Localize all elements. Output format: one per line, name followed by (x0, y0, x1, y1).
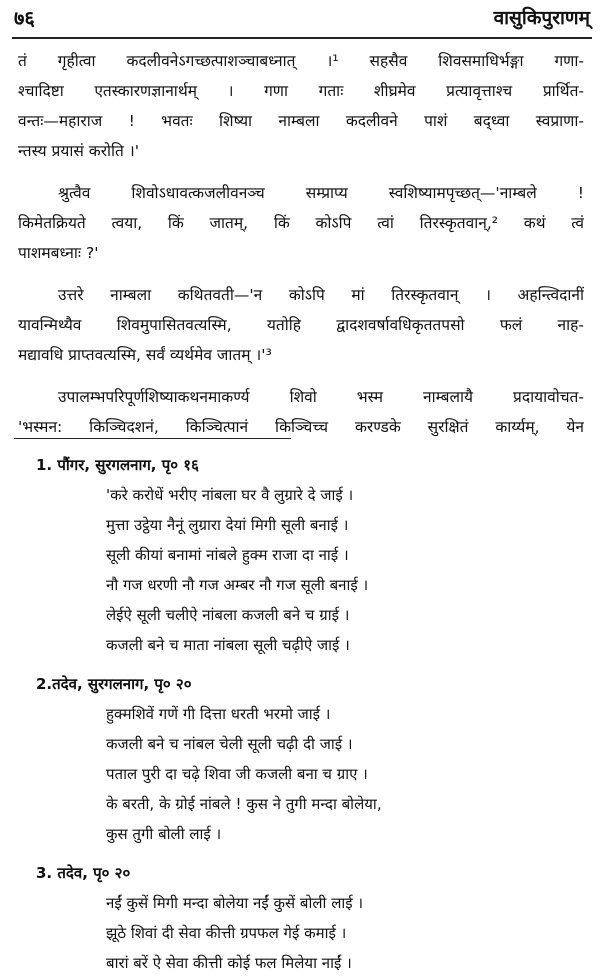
header-divider (12, 37, 592, 39)
verse-line: के बरती, के ग्रोई नांबले ! कुस ने तुगी मन्दा बोलेया, (106, 795, 382, 813)
text-line: उत्तरे नाम्बला कथितवती—'न कोऽपि मां तिरस्कृतवान् । अहन्त्विदानीं (58, 286, 584, 304)
footnotes (36, 450, 582, 978)
text-line: पाशमबध्नाः ?' (18, 244, 99, 262)
verse-line: लेईऐ सूली चलीऐ नांबला कजली बने च ग्राई । (106, 606, 350, 624)
verse-line: 'करे करोधें भरीए नांबला घर वै लुग्रारे दे जाई । (106, 486, 354, 504)
verse-line: कजली बने च माता नांबला सूली चढ़ीऐ जाई । (106, 636, 350, 654)
text-line: मद्यावधि प्राप्तवत्यस्मि, सर्वं व्यर्थमेव जातम् ।'³ (18, 346, 272, 364)
verse-line: कजली बने च नांबल चेली सूली चढ़ी दी जाई । (106, 735, 353, 753)
verse-line: सूली कीयां बनामां नांबले हुक्म राजा दा नाई । (106, 546, 349, 564)
verse-line: हुक्मशिवें गणें गी दित्ता धरती भरमो जाई । (106, 705, 331, 723)
verse-line: नईं कुसें मिगी मन्दा बोलेया नईं कुसें बोली लाई । (106, 894, 364, 912)
page-header (14, 4, 590, 34)
text-line: तं गृहीत्वा कदलीवनेऽगच्छत्पाशञ्चाबध्नात् ।¹ सहसैव शिवसमाधिर्भङ्गा गणा- (18, 52, 584, 70)
verse-line: कुस तुगी बोली लाई । (106, 825, 222, 843)
verse-line: नौ गज धरणी नौ गज अम्बर नौ गज सूली बनाई । (106, 576, 369, 594)
verse-line: पताल पुरी दा चढ़े शिवा जी कजली बना च ग्राए । (106, 765, 368, 783)
main-text (18, 46, 584, 442)
footnote-divider (14, 438, 291, 439)
paragraph (18, 178, 584, 268)
paragraph (18, 382, 584, 442)
text-line: उपालम्भपरिपूर्णशिष्याकथनमाकर्ण्य शिवो भस्म नाम्बलायै प्रदायावोचत- (58, 388, 584, 406)
text-line: श्रुत्वैव शिवोऽधावत्कजलीवनञ्च सम्प्राप्य स्वशिष्यामपृच्छत्—'नाम्बले ! (58, 184, 584, 202)
verse-line: मुत्ता उट्ठेया नैनूं लुग्रारा देयां मिगी सूली बनाई । (106, 516, 349, 534)
text-line: यावन्मिथ्यैव शिवमुपासितवत्यस्मि, यतोहि द्वादशवर्षावधिकृततपसो फलं नाह- (18, 316, 584, 334)
text-line: न्तस्य प्रयासं करोति ।' (18, 142, 139, 160)
text-line: किमेतक्रियते त्वया, किं जातम्, किं कोऽपि त्वां तिरस्कृतवान्,² कथं त्वं (18, 214, 584, 232)
paragraph (18, 280, 584, 370)
footnote (36, 858, 582, 978)
text-line: श्चादिष्टा एतस्कारणज्ञानार्थम् । गणा गताः शीघ्रमेव प्रत्यावृत्ताश्च प्रार्थित- (18, 82, 584, 100)
verse-line: बारां बरें ऐ सेवा कीत्ती कोई फल मिलेया नाईं । (106, 954, 352, 972)
footnote-label: 3. तदेव, पृ० २० (36, 864, 131, 882)
footnote (36, 450, 582, 660)
footnote (36, 669, 582, 849)
text-line: वन्तः—महाराज ! भवतः शिष्या नाम्बला कदलीवने पाशं बद्ध्वा स्वप्राणा- (18, 112, 584, 130)
paragraph (18, 46, 584, 166)
footnote-label: 1. पौंगर, सुरगलनाग, पृ० १६ (36, 456, 199, 474)
text-line: 'भस्मन: किञ्चिदशनं, किञ्चित्पानं किञ्चिच्च करण्डके सुरक्षितं कार्य्यम्, येन (18, 418, 584, 436)
page-number: ७६ (14, 6, 35, 30)
footnote-label: 2.तदेव, सुरगलनाग, पृ० २० (36, 675, 192, 693)
running-title: वासुकिपुराणम् (493, 7, 590, 29)
verse-line: झूठे शिवां दी सेवा कीत्ती ग्रपफल गेई कमाई । (106, 924, 347, 942)
